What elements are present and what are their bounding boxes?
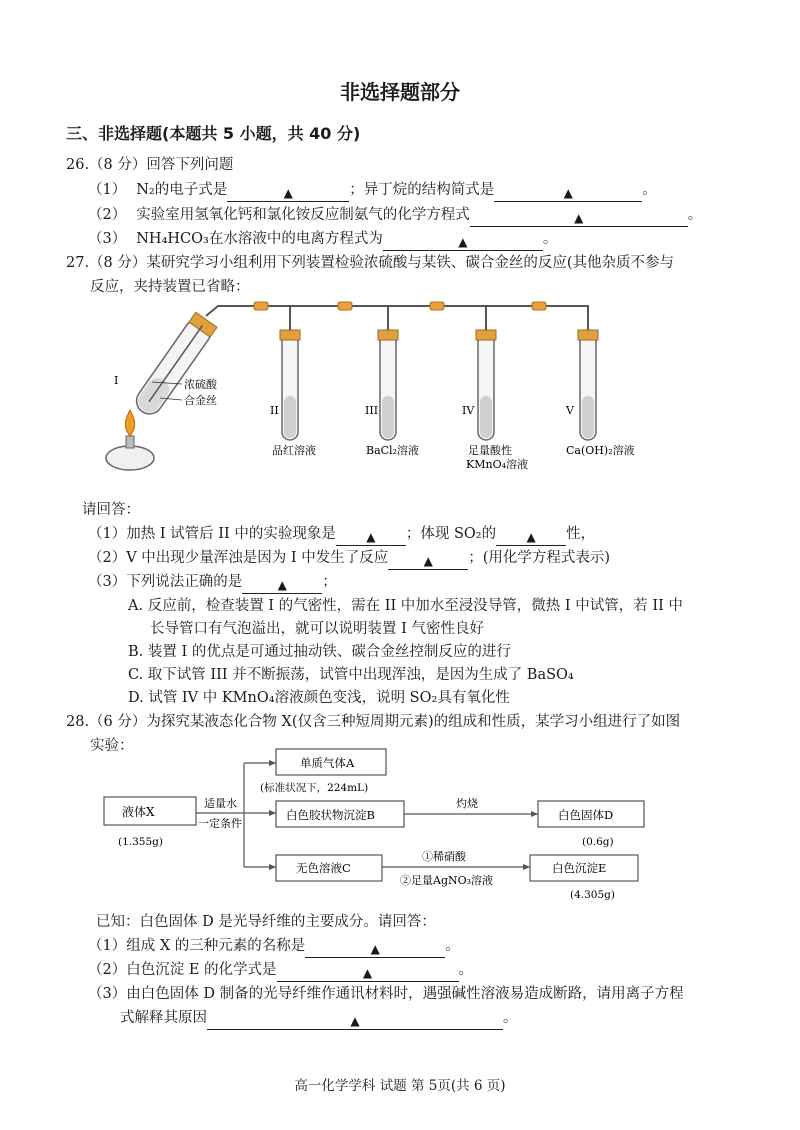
tube-i-label: I [114, 374, 119, 387]
liquid-x-mass: (1.355g) [118, 836, 163, 848]
q26-p3-end: 。 [542, 231, 558, 247]
gas-a-note: (标准状况下，224mL) [260, 782, 369, 794]
q26-part1 [88, 178, 657, 202]
blank-marker: ▲ [362, 966, 373, 980]
answer-blank[interactable] [388, 553, 468, 570]
solid-d-box: 白色固体D [558, 808, 614, 822]
q27-option-d: D. 试管 IV 中 KMnO₄溶液颜色变浅，说明 SO₂具有氧化性 [128, 690, 510, 706]
blank-marker: ▲ [366, 530, 376, 544]
precipitate-e-mass: (4.305g) [570, 889, 615, 901]
q28-header-line2: 实验： [90, 738, 134, 754]
q28-p1-end: 。 [445, 938, 460, 954]
q26-p2-label: （2） [88, 207, 127, 223]
q28-part2 [88, 958, 473, 982]
precipitate-b-box: 白色胶状物沉淀B [286, 808, 375, 822]
wire-label: 合金丝 [184, 394, 217, 407]
tube-iii-label: III [365, 404, 379, 417]
answer-blank[interactable] [277, 965, 459, 982]
answer-blank[interactable] [305, 941, 445, 958]
solution-iv-label-2: KMnO₄溶液 [466, 458, 528, 471]
q26-p1-end: 。 [642, 182, 657, 198]
q27-header-line2: 反应，夹持装置已省略： [90, 279, 250, 295]
q28-p3-text: 式解释其原因 [120, 1010, 207, 1026]
blank-marker: ▲ [277, 578, 287, 592]
tube-ii-label: II [270, 404, 279, 417]
q27-p2-text: （2）V 中出现少量浑浊是因为 I 中发生了反应 [88, 550, 389, 566]
q27-option-a-line1: A. 反应前，检查装置 I 的气密性，需在 II 中加水至浸没导管，微热 I 中试管，若 II 中 [128, 598, 683, 614]
page-title: 非选择题部分 [340, 80, 460, 104]
apparatus-diagram [100, 290, 660, 480]
solution-iv-label-1: 足量酸性 [468, 444, 512, 457]
solution-v-label: Ca(OH)₂溶液 [566, 444, 635, 457]
blank-marker: ▲ [370, 942, 380, 956]
q27-option-a-line2: 长导管口有气泡溢出，就可以说明装置 I 气密性良好 [150, 621, 484, 637]
solid-d-mass: (0.6g) [582, 836, 614, 848]
test-tube-iv [476, 330, 496, 440]
q27-prompt: 请回答： [82, 502, 140, 518]
q28-part1 [88, 934, 460, 958]
q27-option-b: B. 装置 I 的优点是可通过抽动铁、碳合金丝控制反应的进行 [128, 644, 511, 660]
flow-diagram [100, 745, 720, 905]
tube-v-label: V [566, 404, 574, 417]
blank-marker: ▲ [563, 186, 573, 200]
precipitate-e-box: 白色沉淀E [552, 861, 607, 875]
q26-p2-end: 。 [687, 207, 703, 223]
q26-part3 [88, 227, 557, 251]
alcohol-lamp [106, 410, 154, 470]
q26-p2-text: 实验室用氢氧化钙和氯化铵反应制氨气的化学方程式 [136, 207, 470, 223]
test-tube-ii [280, 330, 300, 440]
q28-part3-line2 [120, 1006, 518, 1030]
solution-iii-label: BaCl₂溶液 [366, 444, 419, 457]
answer-blank[interactable] [383, 234, 543, 251]
q27-p3-end: ； [322, 574, 337, 590]
q26-p3-label: （3） [88, 231, 127, 247]
blank-marker: ▲ [350, 1014, 360, 1028]
gas-a-box: 单质气体A [300, 756, 355, 770]
condition-general: 一定条件 [198, 817, 242, 830]
q28-p3-end: 。 [503, 1010, 518, 1026]
q27-p3-text: （3）下列说法正确的是 [88, 574, 243, 590]
page-footer: 高一化学学科 试题 第 5页(共 6 页) [294, 1078, 506, 1094]
answer-blank[interactable] [496, 529, 566, 546]
answer-blank[interactable] [336, 529, 406, 546]
q26-p3-text: NH₄HCO₃在水溶液中的电离方程式为 [136, 231, 383, 247]
q28-part3-line1: （3）由白色固体 D 制备的光导纤维作通讯材料时，遇强碱性溶液易造成断路，请用离子方程 [88, 986, 684, 1002]
q28-p2-text: （2）白色沉淀 E 的化学式是 [88, 962, 277, 978]
answer-blank[interactable] [227, 185, 349, 202]
q27-part2 [88, 546, 610, 570]
calcination-label: 灼烧 [456, 797, 478, 810]
q26-p1-text-b: ；异丁烷的结构简式是 [349, 182, 495, 198]
test-tube-v [578, 330, 598, 440]
q28-p2-end: 。 [458, 962, 474, 978]
q27-part1 [88, 522, 595, 546]
q26-p1-text-a: N₂的电子式是 [136, 182, 228, 198]
answer-blank[interactable] [470, 210, 688, 227]
blank-marker: ▲ [526, 530, 536, 544]
q28-known: 已知：白色固体 D 是光导纤维的主要成分。请回答： [96, 914, 436, 930]
solution-c-box: 无色溶液C [296, 861, 351, 875]
q27-part3 [88, 570, 337, 594]
test-tube-iii [378, 330, 398, 440]
blank-marker: ▲ [458, 235, 468, 249]
q27-option-c: C. 取下试管 III 并不断振荡，试管中出现浑浊，是因为生成了 BaSO₄ [128, 667, 574, 683]
condition-water: 适量水 [204, 797, 237, 810]
q26-part2 [88, 203, 702, 227]
liquid-x-box: 液体X [122, 805, 155, 819]
q26-header: 26.（8 分）回答下列问题 [66, 157, 234, 173]
tube-iv-label: IV [462, 404, 475, 417]
q27-p1-text-a: （1）加热 I 试管后 II 中的实验现象是 [88, 526, 336, 542]
blank-marker: ▲ [574, 211, 584, 225]
reagent-2-label: ②足量AgNO₃溶液 [400, 874, 494, 887]
blank-marker: ▲ [423, 554, 433, 568]
answer-blank[interactable] [242, 577, 322, 594]
reagent-1-label: ①稀硝酸 [422, 850, 466, 863]
acid-label: 浓硫酸 [184, 378, 217, 391]
q28-p1-text: （1）组成 X 的三种元素的名称是 [88, 938, 306, 954]
blank-marker: ▲ [283, 186, 293, 200]
answer-blank[interactable] [494, 185, 642, 202]
answer-blank[interactable] [207, 1013, 503, 1030]
q27-p2-end: ；(用化学方程式表示) [468, 550, 611, 566]
q27-p1-text-b: ；体现 SO₂的 [405, 526, 497, 542]
q26-p1-label: （1） [88, 182, 127, 198]
section-heading: 三、非选择题(本题共 5 小题，共 40 分) [66, 124, 361, 143]
gas-tubing [206, 306, 588, 390]
solution-ii-label: 品红溶液 [272, 444, 316, 457]
q28-header-line1: 28.（6 分）为探究某液态化合物 X(仅含三种短周期元素)的组成和性质，某学习小组进行了如图 [66, 714, 681, 730]
q27-header-line1: 27.（8 分）某研究学习小组利用下列装置检验浓硫酸与某铁、碳合金丝的反应(其他杂质不参与 [66, 255, 675, 271]
q27-p1-end: 性， [566, 526, 596, 542]
